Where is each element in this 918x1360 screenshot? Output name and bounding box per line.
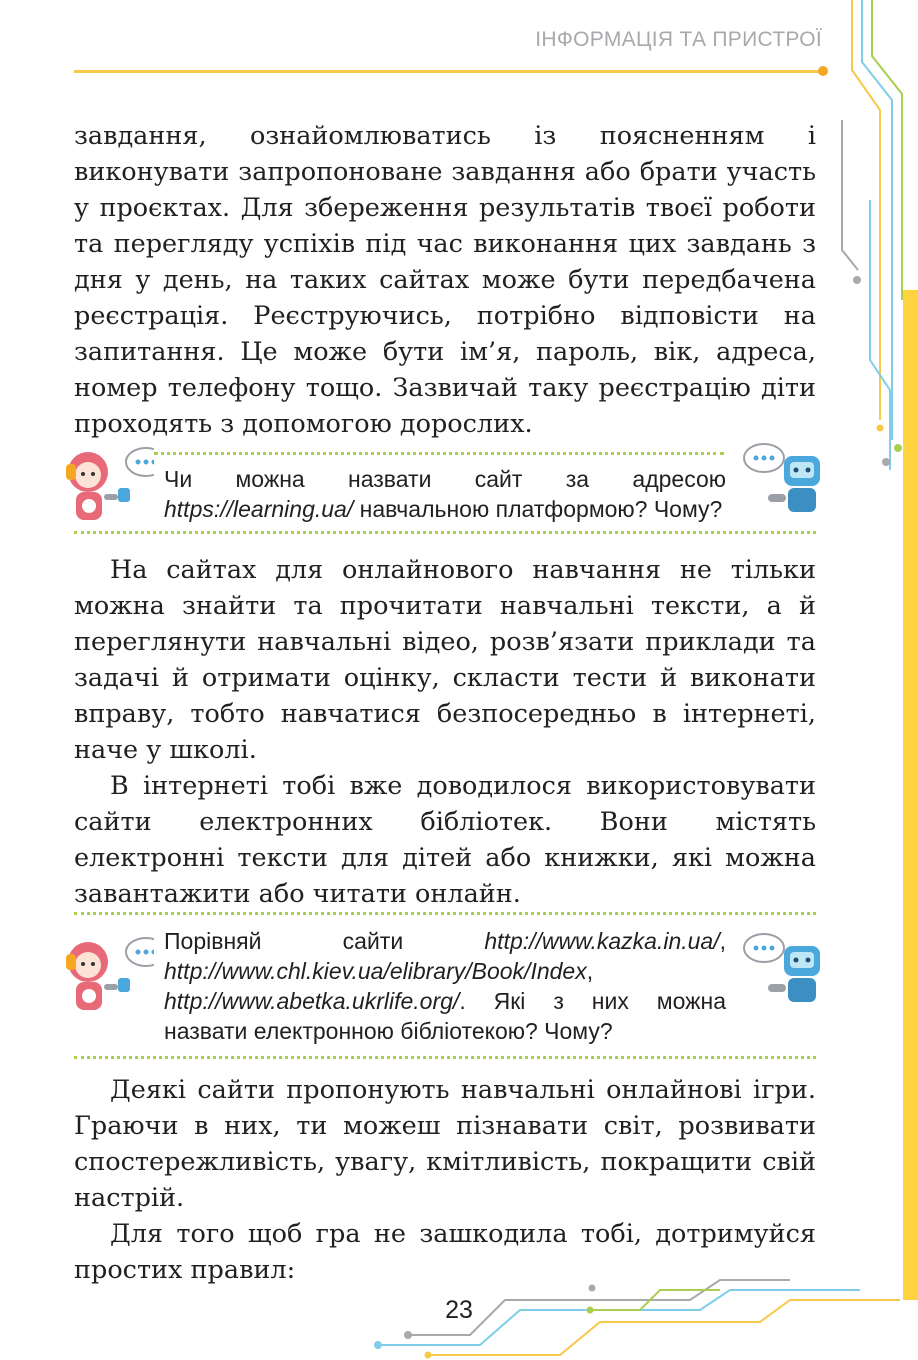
question-2-url-2: http://www.chl.kiev.ua/elibrary/Book/Index (164, 958, 587, 984)
question-1-text (164, 464, 726, 524)
girl-robot-icon (50, 932, 154, 1018)
question-1-tail: навчальною платформою? Чому? (353, 496, 723, 522)
blue-robot-icon (738, 930, 838, 1010)
question1-top-divider (154, 452, 724, 455)
paragraph-4: Деякі сайти пропонують навчальні онлайнові ігри. Граючи в них, ти можеш пізнавати світ, розвивати спостережливість, увагу, кмітливість, покращити свій настрій. (74, 1075, 816, 1213)
question-1-lead: Чи можна назвати сайт за адресою (164, 466, 726, 492)
question2-bottom-divider (74, 1056, 816, 1059)
paragraph-5: Для того щоб гра не зашкодила тобі, дотримуйся простих правил: (74, 1219, 816, 1285)
question-2-tail: . Які з них можна назвати електронною бібліотекою? Чому? (164, 988, 726, 1044)
question1-bottom-divider (74, 531, 816, 534)
question-2-sep-2: , (586, 958, 594, 984)
question-1-url: https://learning.ua/ (164, 496, 354, 522)
question-2-sep-1: , (719, 928, 726, 954)
question2-top-divider (74, 912, 816, 915)
question-2-url-3: http://www.abetka.ukrlife.org/ (164, 988, 460, 1014)
question-2-lead: Порівняй сайти (164, 928, 485, 954)
page-number: 23 (445, 1296, 473, 1324)
running-header: ІНФОРМАЦІЯ ТА ПРИСТРОЇ (535, 28, 822, 51)
question-2-url-1: http://www.kazka.in.ua/ (484, 928, 720, 954)
paragraph-2: На сайтах для онлайнового навчання не тільки можна знайти та прочитати навчальні тексти, а й переглянути навчальні відео, розв’язати приклади та задачі й отримати оцінку, скласти тести й виконати вправу, тобто навчатися безпосередньо в інтернеті, наче у школі. (74, 555, 816, 765)
header-rule-dot (818, 66, 828, 76)
question-2-text (164, 926, 726, 1046)
blue-robot-icon (738, 440, 838, 520)
paragraph-1: завдання, ознайомлюватись із поясненням і виконувати запропоноване завдання або брати участь у проєктах. Для збереження результатів твоєї роботи та перегляду успіхів під час виконання цих завдань з дня у день, на таких сайтах може бути передбачена реєстрація. Реєструючись, потрібно відповісти на запитання. Це може бути ім’я, пароль, вік, адреса, номер телефону тощо. Зазвичай таку реєстрацію діти проходять з допомогою дорослих. (74, 121, 816, 439)
header-rule (74, 70, 824, 73)
paragraph-3: В інтернеті тобі вже доводилося використовувати сайти електронних бібліотек. Вони містять електронні тексти для дітей або книжки, які можна завантажити або читати онлайн. (74, 771, 816, 909)
girl-robot-icon (50, 442, 154, 528)
